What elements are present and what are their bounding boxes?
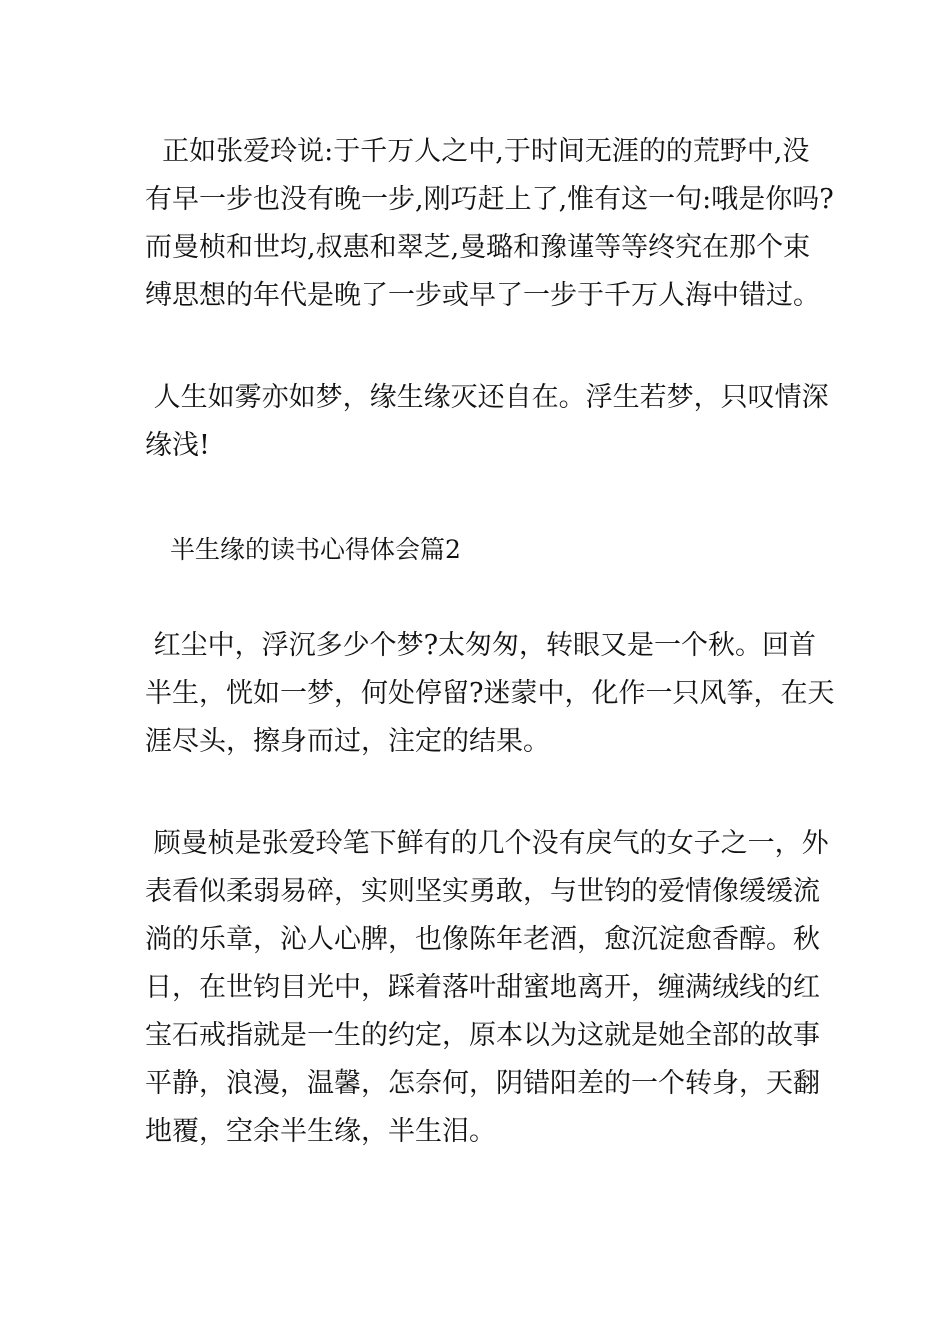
paragraph-2-line: 缘浅! xyxy=(145,430,210,461)
paragraph-4-line: 宝石戒指就是一生的约定，原本以为这就是她全部的故事 xyxy=(145,1020,820,1051)
paragraph-1-line: 正如张爱玲说:于千万人之中,于时间无涯的的荒野中,没 xyxy=(145,136,810,167)
paragraph-3-line: 涯尽头，擦身而过，注定的结果。 xyxy=(145,726,550,757)
paragraph-1-line: 有早一步也没有晚一步,刚巧赶上了,惟有这一句:哦是你吗? xyxy=(145,184,834,215)
paragraph-4-line: 日，在世钧目光中，踩着落叶甜蜜地离开，缠满绒线的红 xyxy=(145,972,820,1003)
paragraph-3-line: 半生，恍如一梦，何处停留?迷蒙中，化作一只风筝，在天 xyxy=(145,678,835,709)
paragraph-3 xyxy=(145,622,835,766)
paragraph-1-line: 而曼桢和世均,叔惠和翠芝,曼璐和豫谨等等终究在那个束 xyxy=(145,232,811,263)
section-heading: 半生缘的读书心得体会篇2 xyxy=(170,535,461,564)
paragraph-2-line: 人生如雾亦如梦，缘生缘灭还自在。浮生若梦，只叹情深 xyxy=(145,382,829,413)
paragraph-3-line: 红尘中，浮沉多少个梦?太匆匆，转眼又是一个秋。回首 xyxy=(145,630,817,661)
paragraph-4-line: 表看似柔弱易碎，实则坚实勇敢，与世钧的爱情像缓缓流 xyxy=(145,876,820,907)
paragraph-4-line: 淌的乐章，沁人心脾，也像陈年老酒，愈沉淀愈香醇。秋 xyxy=(145,924,820,955)
paragraph-4 xyxy=(145,820,829,1156)
paragraph-4-line: 平静，浪漫，温馨，怎奈何，阴错阳差的一个转身，天翻 xyxy=(145,1068,820,1099)
paragraph-4-line: 顾曼桢是张爱玲笔下鲜有的几个没有戾气的女子之一，外 xyxy=(145,828,829,859)
paragraph-1-line: 缚思想的年代是晚了一步或早了一步于千万人海中错过。 xyxy=(145,280,820,311)
paragraph-1 xyxy=(145,128,834,320)
paragraph-2 xyxy=(145,374,829,470)
paragraph-4-line: 地覆，空余半生缘，半生泪。 xyxy=(145,1116,496,1147)
